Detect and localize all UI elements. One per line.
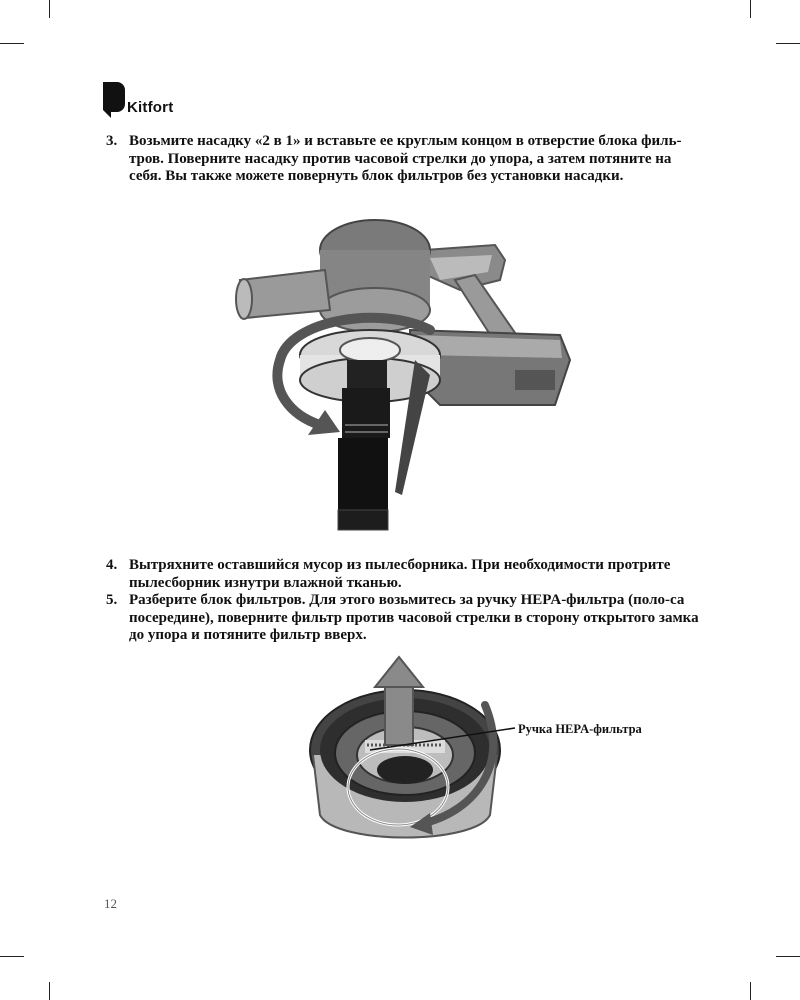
step-number: 3. [106, 133, 118, 149]
crop-mark [49, 0, 50, 18]
dust-bin-hepa-figure [305, 645, 645, 860]
step-number: 4. [106, 557, 118, 573]
crop-mark [0, 956, 24, 957]
step-text: Разберите блок фильтров. Для этого возьмитесь за ручку HEPA-фильтра (поло-са посередине), поверните фильтр против часовой стрелки в сторону открытого замка до упора и потяните фильтр вверх. [129, 592, 699, 643]
step-3 [106, 133, 706, 186]
crop-mark [0, 43, 24, 44]
crop-mark [750, 0, 751, 18]
crop-mark [750, 982, 751, 1000]
brand-name: Kitfort [127, 99, 174, 116]
kitfort-logo-icon [103, 82, 125, 118]
step-text: Возьмите насадку «2 в 1» и вставьте ее круглым концом в отверстие блока филь-тров. Поверните насадку против часовой стрелки до упора, а затем потяните на себя. Вы также можете повернуть блок фильтров без установки насадки. [129, 133, 682, 184]
step-text: Вытряхните оставшийся мусор из пылесборника. При необходимости протрите пылесборник изнутри влажной тканью. [129, 557, 671, 591]
step-4 [106, 557, 706, 592]
instructions-top [106, 133, 706, 186]
crop-mark [776, 956, 800, 957]
crop-mark [776, 43, 800, 44]
instructions-bottom [106, 557, 706, 645]
step-number: 5. [106, 592, 118, 608]
brand-logo [103, 82, 173, 118]
crop-mark [49, 982, 50, 1000]
page-number: 12 [104, 896, 117, 911]
vacuum-filter-block-figure [230, 210, 580, 545]
hepa-handle-callout: Ручка HEPA-фильтра [518, 722, 642, 736]
step-5 [106, 592, 706, 645]
